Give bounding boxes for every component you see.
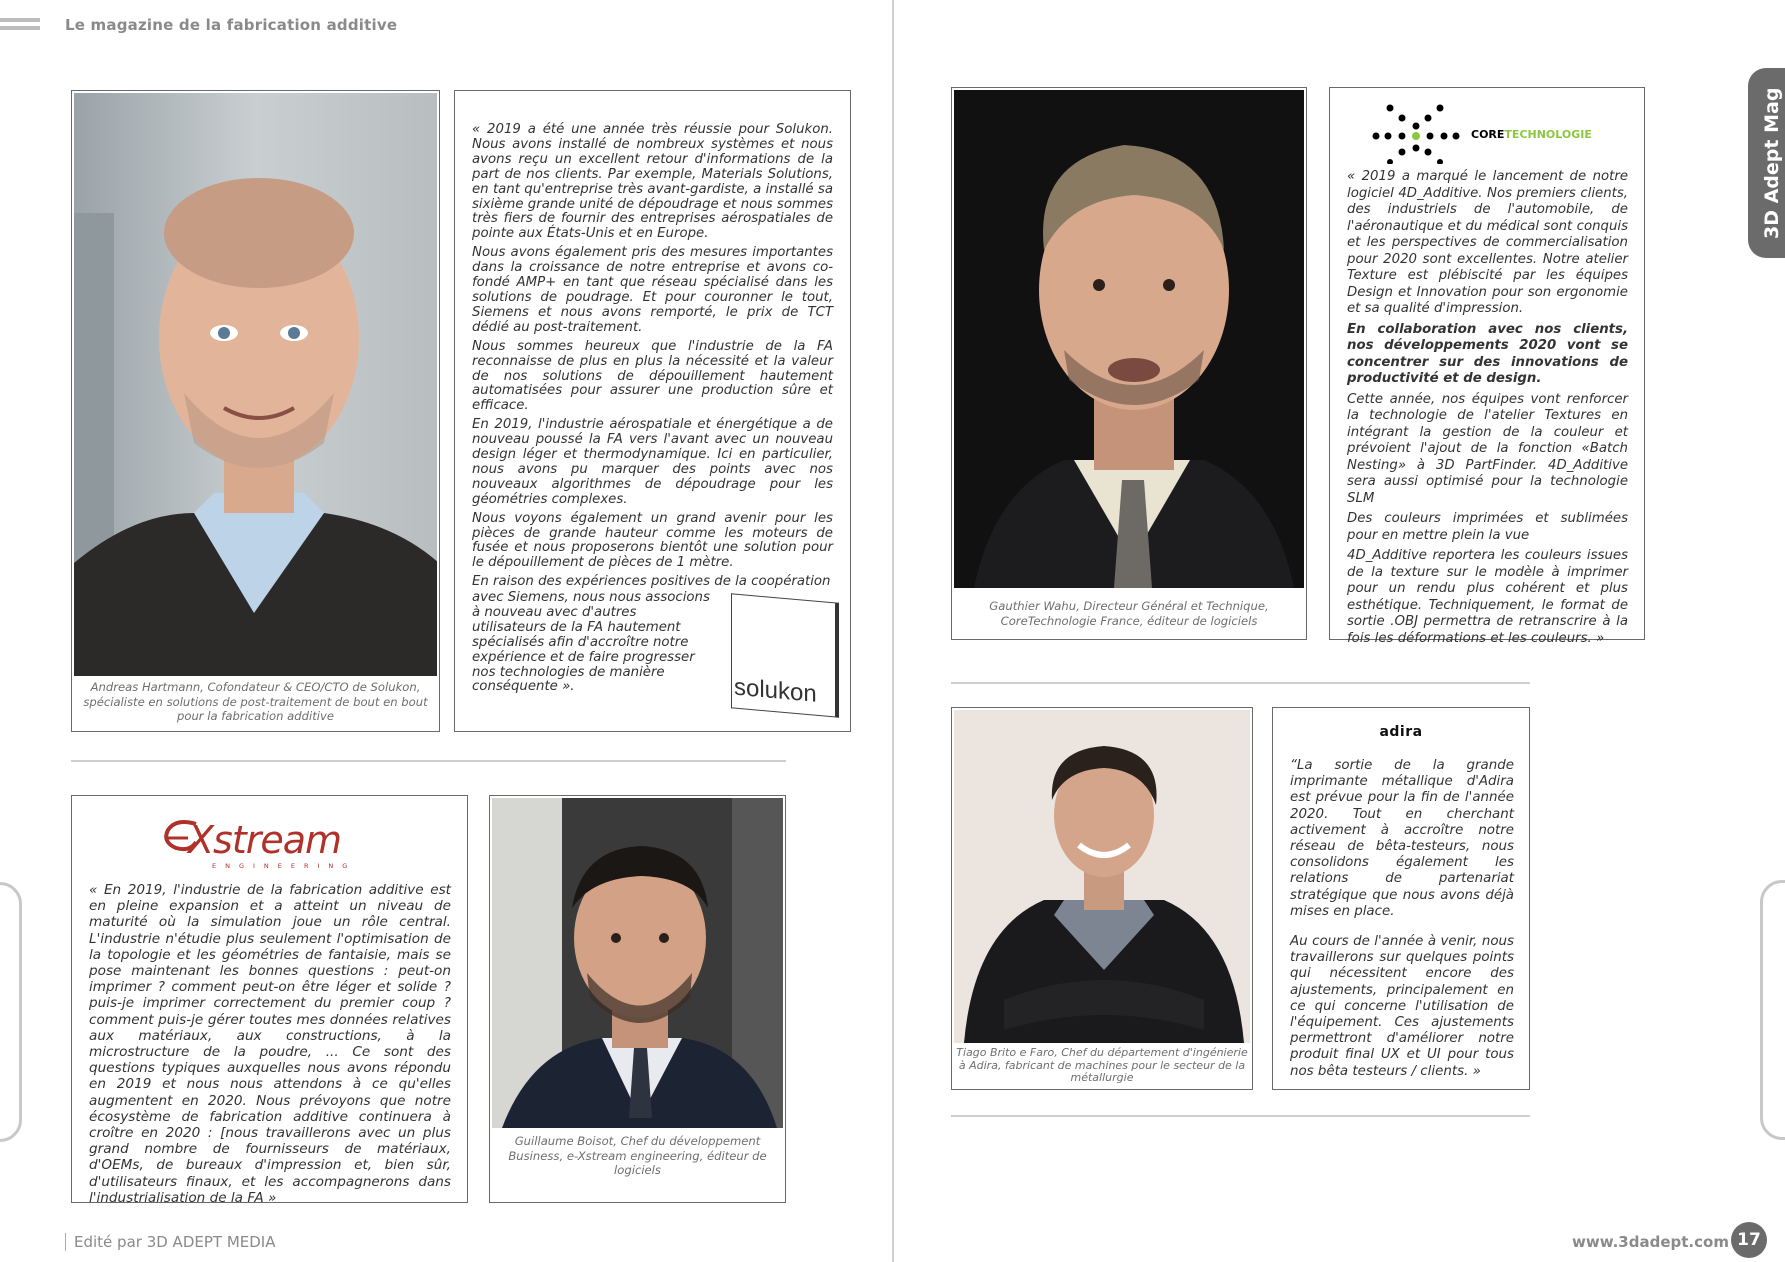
exstream-logo: [162, 816, 382, 876]
adira-logo: adira: [1379, 724, 1423, 740]
exstream-quote-box: [71, 795, 468, 1206]
coretech-paragraph: Cette année, nos équipes vont renforcer la technologie de l'atelier Textures en intégrant la gestion de la couleur et prévoient l'ajout de la fonction «Batch Nesting» à 3D PartFinder. 4D_Additive sera aussi optimisé pour la technologie SLM: [1347, 391, 1628, 506]
adira-photo-card: [951, 707, 1253, 1090]
solukon-paragraph-lead: En raison des expériences positives de la coopération: [472, 574, 831, 590]
solukon-paragraph: « 2019 a été une année très réussie pour Solukon. Nous avons installé de nombreux systèmes et nous avons reçu un excellent retour d'informations de la part de nos clients. Par exemple, Materials Solutions, en tant qu'entreprise très avant-gardiste, a installé sa sixième grande unité de dépoudrage et nous sommes très fiers de fournir des entreprises aérospatiales de pointe aux États-Unis et en Europe.: [472, 122, 833, 242]
portrait-andreas-hartmann: [74, 93, 437, 676]
coretech-logo-tech: TECHNOLOGIE: [1504, 128, 1592, 141]
divider: [951, 1115, 1530, 1117]
exstream-photo-card: [489, 795, 786, 1203]
left-bracket-decoration: [0, 882, 22, 1142]
side-tab-label: 3D Adept Mag: [1761, 87, 1783, 239]
portrait-gauthier-wahu: [954, 90, 1304, 588]
page-spine: [892, 0, 894, 1262]
divider: [71, 760, 786, 762]
footer-website-link[interactable]: www.3dadept.com: [1572, 1233, 1738, 1251]
right-bracket-decoration: [1760, 880, 1785, 1140]
solukon-logo-text: solukon: [734, 673, 817, 708]
exstream-quote: [89, 882, 451, 1210]
coretech-quote-box: [1329, 87, 1645, 646]
coretech-photo-card: [951, 87, 1307, 640]
adira-caption: Tiago Brito e Faro, Chef du département d'ingénierie à Adira, fabricant de machines pour le secteur de la métallurgie: [956, 1046, 1248, 1084]
coretech-logo-text: [1471, 128, 1592, 141]
footer-publisher: Edité par 3D ADEPT MEDIA: [65, 1233, 275, 1251]
solukon-closing: avec Siemens, nous nous associons à nouveau avec d'autres utilisateurs de la FA hautement spécialisés afin d'accroître notre expérience et de faire progresser nos technologies de manière conséquente ».: [472, 590, 710, 695]
solukon-paragraph: Nous voyons également un grand avenir pour les pièces de grande hauteur comme les moteurs de fusée et nous proposerons bientôt une solution pour le dépouillement de pièces de 1 mètre.: [472, 510, 833, 571]
exstream-logo-text: Xstream: [188, 818, 342, 862]
portrait-tiago-brito-e-faro: [954, 710, 1250, 1043]
exstream-paragraph: « En 2019, l'industrie de la fabrication additive est en pleine expansion et a atteint un niveau de maturité où la simulation joue un rôle central. L'industrie n'étudie plus seulement l'optimisation de la topologie et les géométries de fantaisie, mais se pose maintenant les bonnes questions : peut-on imprimer ? comment peut-on être léger et solide ? puis-je imprimer correctement du premier coup ? comment puis-je gérer toutes mes données relatives aux matériaux, aux constructions, à la microstructure de la poudre, ... Ce sont des questions typiques auxquelles nous avons répondu en 2019 et nous nous attendons à ce qu'elles augmentent en 2020. Nous prévoyons que notre écosystème de fabrication additive continuera à croître en 2020 : [nous travaillerons avec un plus grand nombre de fournisseurs de matériaux, d'OEMs, de bureaux d'impression et, bien sûr, d'utilisateurs finaux, et les accompagnerons dans l'industrialisation de la FA »: [89, 882, 451, 1206]
solukon-paragraph: Nous avons également pris des mesures importantes dans la croissance de notre entreprise et avons co-fondé AMP+ en tant que réseau spécialisé dans les solutions de poudrage. Et pour couronner le tout, Siemens et nous avons remporté, le prix de TCT dédié au post-traitement.: [472, 245, 833, 335]
coretech-dots-icon: [1368, 96, 1464, 164]
adira-paragraph: Au cours de l'année à venir, nous travaillerons sur quelques points qui nécessitent encore des ajustements, principalement en ce qui concerne l'utilisation de l'équipement. Ces ajustements permettront d'améliorer notre produit final UX et UI pour tous nos bêta testeurs / clients. »: [1290, 934, 1514, 1079]
adira-quote-box: [1272, 707, 1530, 1090]
page-number-badge: 17: [1731, 1222, 1767, 1258]
side-tab: [1748, 68, 1785, 258]
coretech-paragraph-bold: En collaboration avec nos clients, nos développements 2020 vont se concentrer sur des innovations de productivité et de design.: [1347, 321, 1628, 386]
exstream-logo-sub: ENGINEERING: [212, 862, 357, 870]
solukon-paragraph: En 2019, l'industrie aérospatiale et énergétique a de nouveau poussé la FA vers l'avant avec un nouveau design léger et thermodynamique. Ici en particulier, nous avons pu marquer des points avec nos nouveaux algorithmes de dépoudrage pour les géométries complexes.: [472, 417, 833, 507]
exstream-caption: Guillaume Boisot, Chef du développement Business, e-Xstream engineering, éditeur de logiciels: [508, 1134, 767, 1177]
coretech-paragraph: Des couleurs imprimées et sublimées pour en mettre plein la vue: [1347, 511, 1628, 543]
magazine-title: Le magazine de la fabrication additive: [65, 16, 398, 34]
coretech-quote: [1347, 169, 1628, 651]
solukon-caption: Andreas Hartmann, Cofondateur & CEO/CTO de Solukon, spécialiste en solutions de post-traitement de bout en bout pour la fabrication additive: [83, 680, 428, 723]
coretech-logo: [1368, 96, 1618, 164]
coretech-logo-core: CORE: [1471, 128, 1505, 141]
solukon-photo-card: [71, 90, 440, 732]
portrait-guillaume-boisot: [492, 798, 783, 1128]
solukon-logo: [731, 593, 839, 717]
coretech-caption: Gauthier Wahu, Directeur Général et Technique, CoreTechnologie France, éditeur de logiciels: [989, 599, 1269, 628]
solukon-quote: [472, 123, 833, 590]
header-decoration: [0, 18, 40, 34]
divider: [951, 682, 1530, 684]
coretech-paragraph: 4D_Additive reportera les couleurs issues de la texture sur le modèle à imprimer pour un rendu plus cohérent et plus esthétique. Techniquement, le format de sortie .OBJ permettra de retranscrire à la fois les déformations et les couleurs. »: [1347, 548, 1628, 646]
adira-paragraph: “La sortie de la grande imprimante métallique d'Adira est prévue pour la fin de l'année 2020. Tout en cherchant activement à accroître notre réseau de bêta-testeurs, nous consolidons également les relations de partenariat stratégique que nous avons déjà mises en place.: [1290, 758, 1514, 919]
solukon-quote-box: [454, 90, 851, 732]
solukon-paragraph: Nous sommes heureux que l'industrie de la FA reconnaisse de plus en plus la nécessité et la valeur de nos solutions de dépouillement hautement automatisées pour assurer une production sûre et efficace.: [472, 338, 833, 414]
adira-quote: [1290, 758, 1514, 1084]
coretech-paragraph: « 2019 a marqué le lancement de notre logiciel 4D_Additive. Nos premiers clients, des industriels de l'automobile, de l'aéronautique et du médical sont conquis et les perspectives de commercialisation pour 2020 sont excellentes. Notre atelier Texture est plébiscité par les équipes Design et Innovation pour son ergonomie et sa qualité d'impression.: [1347, 169, 1628, 316]
